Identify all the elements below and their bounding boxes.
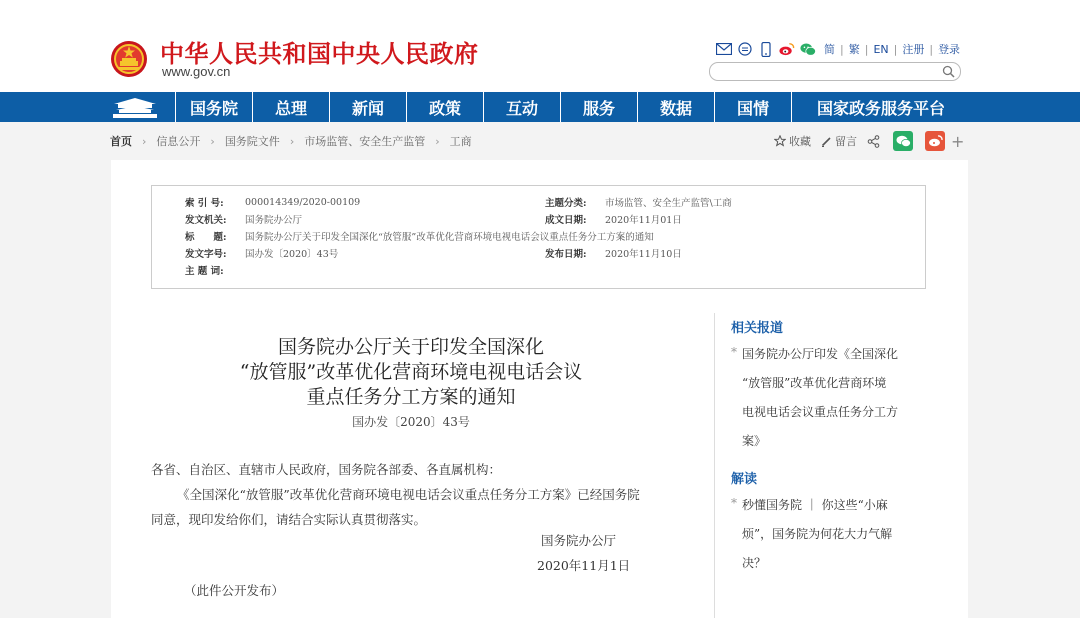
search-box [709,62,961,81]
tiananmen-logo-icon[interactable] [110,95,160,119]
article-title-line-2: “放管服”改革优化营商环境电视电话会议 [239,361,583,383]
link-simplified[interactable]: 简 [824,43,835,56]
article-title-line-3: 重点任务分工方案的通知 [306,386,516,408]
article-paragraph-line-2: 同意，现印发给你们，请结合实际认真贯彻落实。 [151,512,427,527]
weibo-icon [928,135,943,147]
breadcrumb-market-supervision[interactable]: 市场监管、安全生产监管 [304,135,426,148]
wechat-icon[interactable] [800,41,816,57]
nav-news[interactable]: 新闻 [329,92,406,122]
site-url[interactable]: www.gov.cn [162,64,231,79]
mail-icon[interactable] [716,41,732,57]
article-date: 2020年11月1日 [537,558,631,573]
meta-published-label: 发布日期: [545,249,587,260]
meta-category-value: 市场监管、安全生产监管\工商 [605,198,732,209]
meta-title-label: 标 题: [185,232,227,243]
meta-index-label: 索 引 号: [185,198,224,209]
nav-data[interactable]: 数据 [637,92,714,122]
meta-issuer-value: 国务院办公厅 [245,215,303,226]
interpretation-link[interactable]: * 秒懂国务院 ｜ 你这些“小麻 烦”，国务院为何花大力气解 决？ [731,491,931,578]
pen-icon [821,136,832,147]
nav-national-profile[interactable]: 国情 [714,92,791,122]
breadcrumb [110,133,472,149]
favorite-label: 收藏 [789,135,811,148]
article-paragraph-line-1: 《全国深化“放管服”改革优化营商环境电视电话会议重点任务分工方案》已经国务院 [177,487,640,502]
document-metadata-table [151,185,926,289]
article-title-block [111,335,711,430]
meta-docno-value: 国办发〔2020〕43号 [245,249,339,260]
content-panel [111,160,968,618]
link-traditional[interactable]: 繁 [848,43,860,56]
link-login[interactable]: 登录 [938,43,961,56]
meta-title-value: 国务院办公厅关于印发全国深化“放管服”改革优化营商环境电视电话会议重点任务分工方案的通知 [245,232,654,243]
article-doc-number: 国办发〔2020〕43号 [352,415,470,429]
site-header [0,0,1080,92]
star-icon [774,135,786,147]
national-emblem-icon [110,40,148,78]
top-links: 简 | 繁 | EN | 注册 | 登录 [716,40,963,58]
breadcrumb-home[interactable]: 首页 [110,135,132,148]
message-icon[interactable] [737,41,753,57]
share-button[interactable] [867,135,883,148]
chevron-right-icon: › [142,134,147,148]
nav-services[interactable]: 服务 [560,92,637,122]
related-report-link[interactable]: * 国务院办公厅印发《全国深化 “放管服”改革优化营商环境 电视电话会议重点任务分工方 案》 [731,340,931,456]
link-register[interactable]: 注册 [902,43,925,56]
nav-premier[interactable]: 总理 [252,92,329,122]
weibo-share-button[interactable] [925,131,945,151]
favorite-button[interactable] [774,133,811,149]
article-publication-note: （此件公开发布） [184,583,285,598]
main-nav [0,92,1080,122]
wechat-icon [896,135,911,147]
meta-category-label: 主题分类: [545,198,587,209]
breadcrumb-state-council-docs[interactable]: 国务院文件 [224,135,280,148]
site-title[interactable]: 中华人民共和国中央人民政府 [160,40,479,68]
interpretation-heading: 解读 [731,472,758,487]
meta-created-value: 2020年11月01日 [605,215,682,226]
sidebar-divider [714,313,715,618]
article-signature: 国务院办公厅 [541,533,617,548]
chevron-right-icon: › [210,134,215,148]
comment-button[interactable] [821,133,857,149]
meta-issuer-label: 发文机关: [185,215,227,226]
nav-interaction[interactable]: 互动 [483,92,560,122]
comment-label: 留言 [835,135,857,148]
related-reports-heading: 相关报道 [731,321,784,336]
search-input[interactable] [718,64,933,78]
link-english[interactable]: EN [873,42,889,56]
chevron-right-icon: › [289,134,295,148]
wechat-share-button[interactable] [893,131,913,151]
sidebar [731,317,931,578]
article-body [151,457,711,598]
share-icon [867,135,880,148]
meta-published-value: 2020年11月10日 [605,249,682,260]
meta-index-value: 000014349/2020-00109 [245,196,361,208]
weibo-icon[interactable] [779,41,795,57]
page-tools [774,131,964,151]
article-salutation: 各省、自治区、直辖市人民政府，国务院各部委、各直属机构： [151,462,502,477]
nav-government-service-platform[interactable]: 国家政务服务平台 [791,92,970,122]
breadcrumb-commerce[interactable]: 工商 [449,135,472,148]
chevron-right-icon: › [435,134,440,148]
meta-docno-label: 发文字号: [185,249,227,260]
nav-policies[interactable]: 政策 [406,92,483,122]
meta-keywords-label: 主 题 词: [185,266,224,277]
mobile-icon[interactable] [758,41,774,57]
meta-created-label: 成文日期: [545,215,587,226]
breadcrumb-info-disclosure[interactable]: 信息公开 [156,135,201,148]
article-title-line-1: 国务院办公厅关于印发全国深化 [277,336,544,358]
nav-state-council[interactable]: 国务院 [175,92,252,122]
more-share-icon[interactable]: + [951,131,965,151]
search-icon[interactable] [942,65,955,78]
